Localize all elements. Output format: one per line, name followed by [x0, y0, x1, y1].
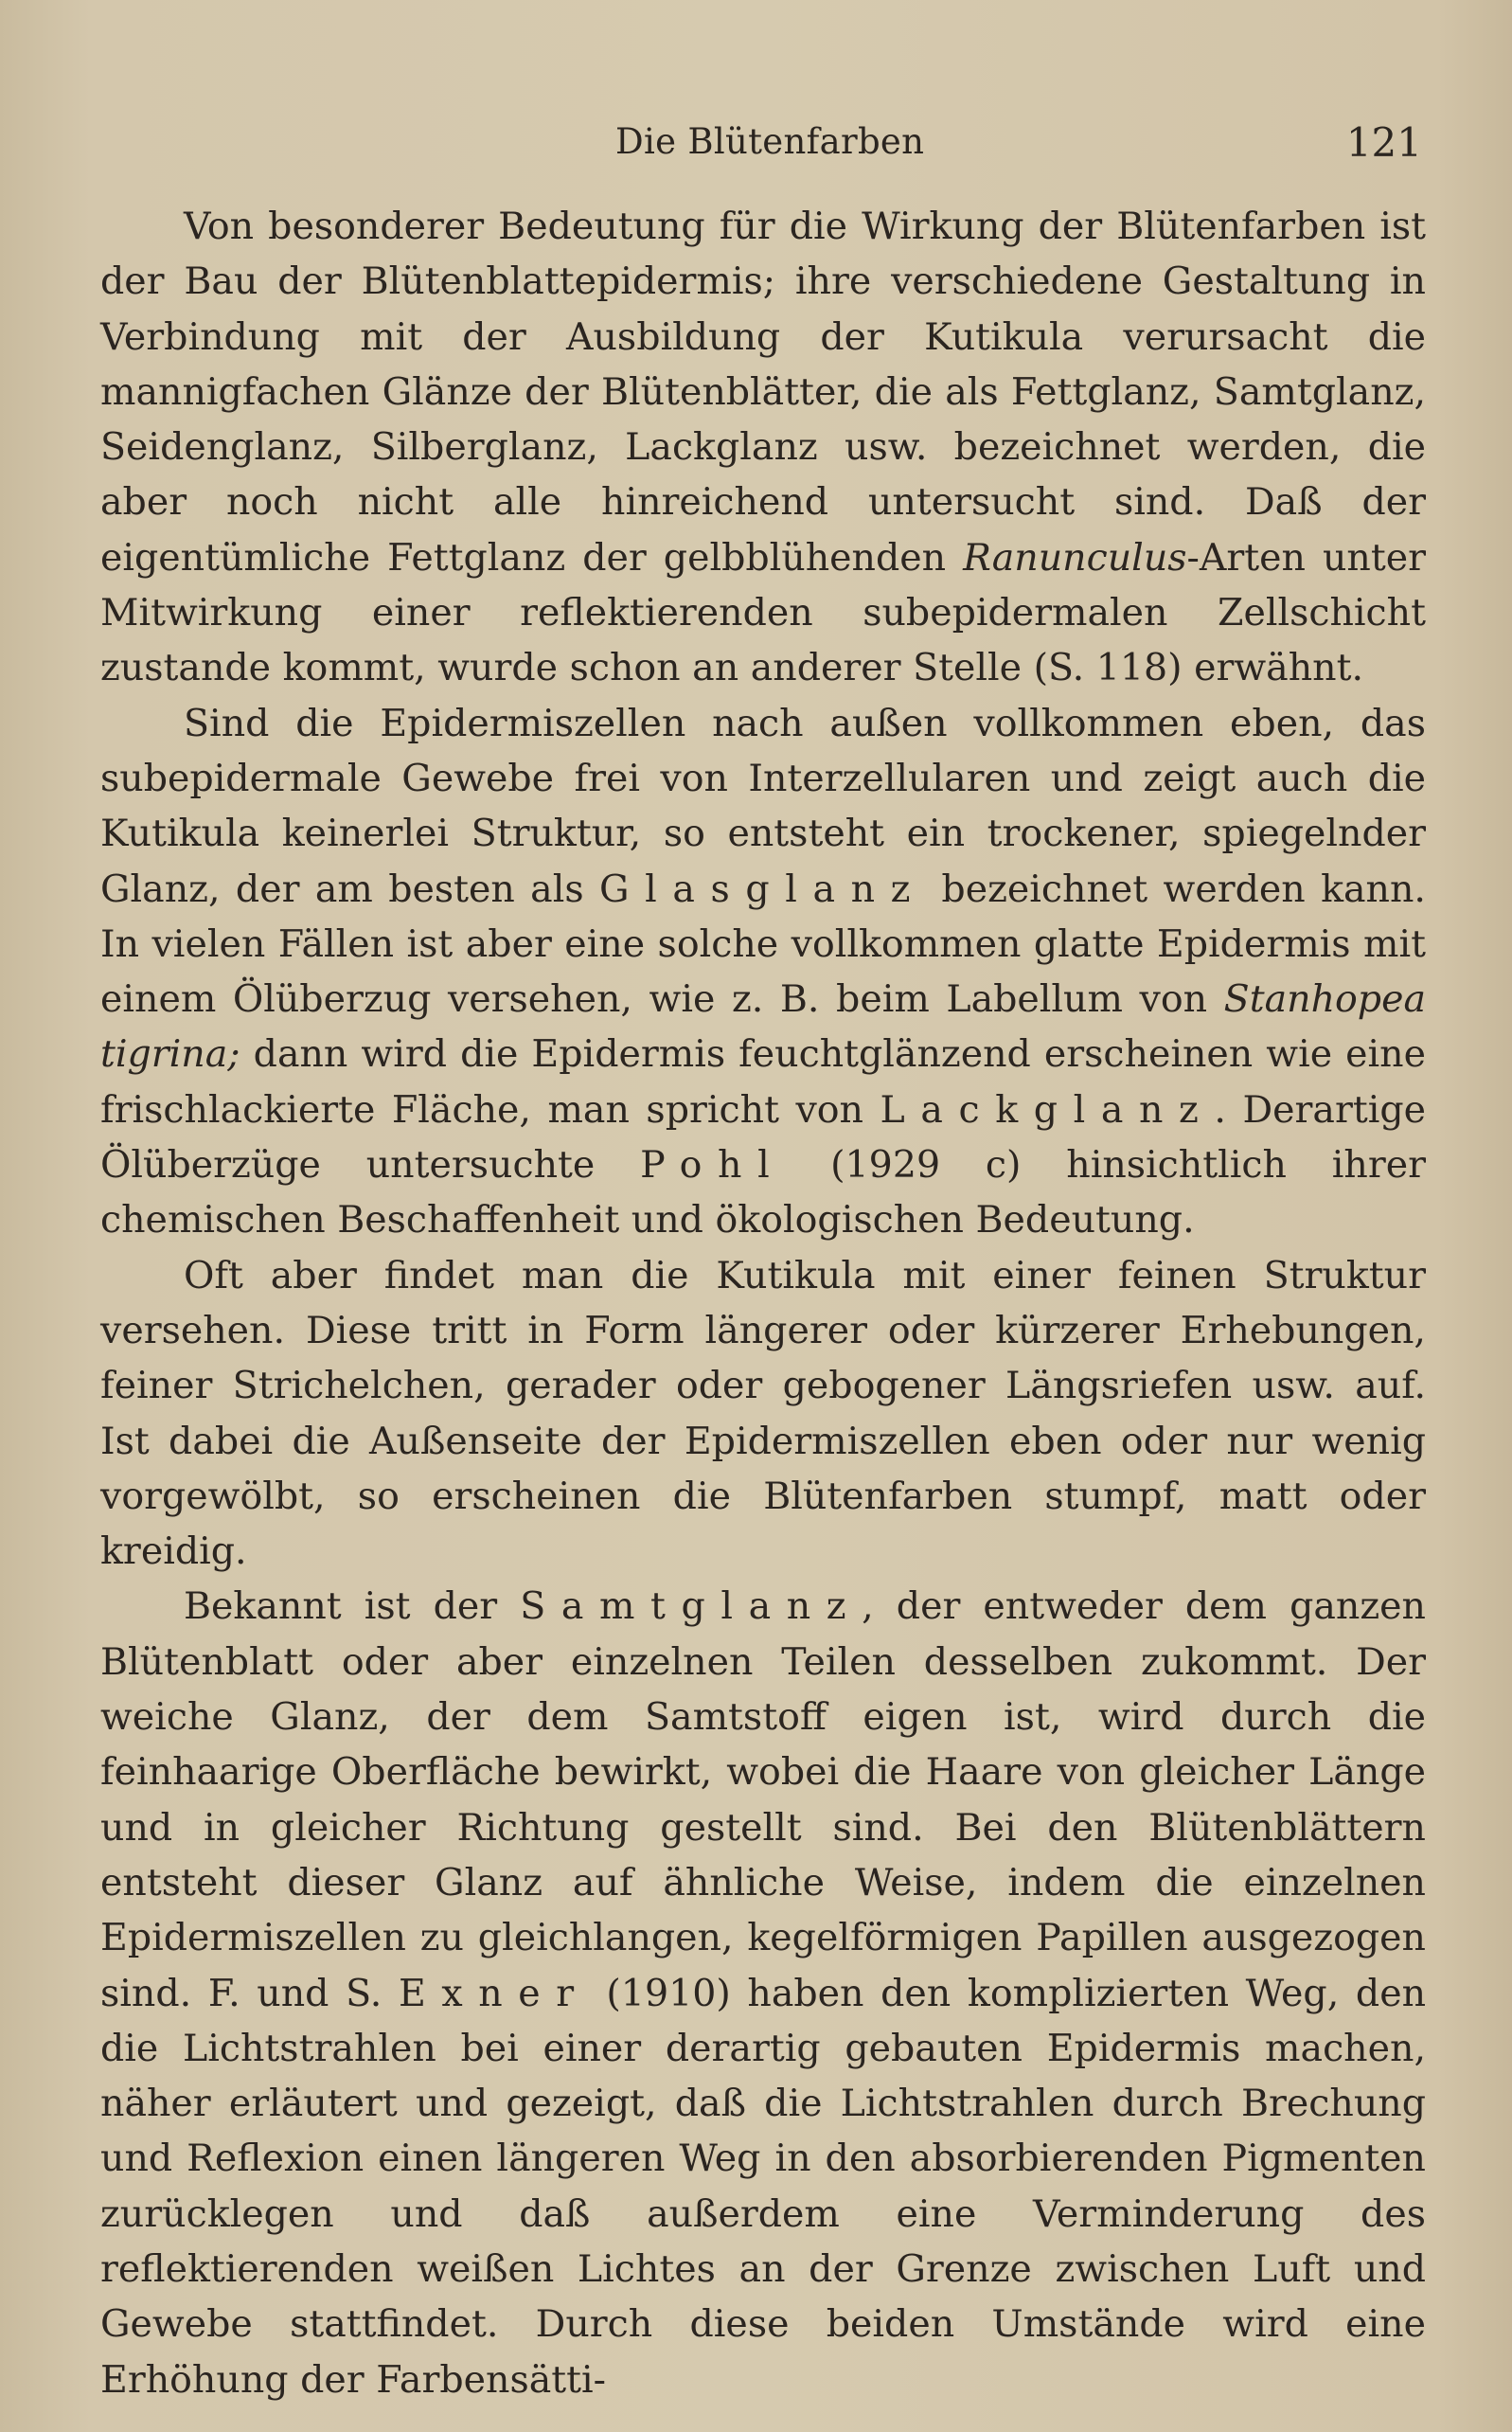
spaced-author: Exner [398, 1971, 590, 2015]
paragraph-2 [100, 696, 1426, 1248]
text-run: , der entweder dem ganzen Blütenblatt oder aber einzelnen Teilen desselben zukommt. Der weiche Glanz, der dem Samtstoff eigen ist, wird durch die feinhaarige Oberfläche bewirkt, wobei die Haare von gleicher Länge und in gleicher Richtung gestellt sind. Bei den Blütenblättern entsteht dieser Glanz auf ähnliche Weise, indem die einzelnen Epidermiszellen zu gleichlangen, kegelförmigen Papillen ausgezogen sind. F. und S. [100, 1584, 1426, 2015]
spaced-author: Pohl [640, 1143, 786, 1188]
text-run: dann wird die Epidermis feuchtglänzend erscheinen wie eine frischlackierte Fläche, man spricht von [100, 1032, 1426, 1132]
running-head [0, 116, 1512, 172]
paragraph-3 [100, 1248, 1426, 1580]
italic-term: Stanhopea tigrina; [100, 977, 1426, 1077]
paragraph-4 [100, 1579, 1426, 2406]
italic-term: Ranunculus [963, 535, 1187, 580]
spaced-term: Glasglanz [599, 867, 927, 911]
running-title: Die Blütenfarben [615, 121, 925, 162]
text-run: (1910) haben den komplizierten Weg, den die Lichtstrahlen bei einer derartig gebauten Epidermis machen, näher erläutert und gezeigt, daß die Lichtstrahlen durch Brechung und Reflexion einen längeren Weg in den absorbierenden Pigmenten zurücklegen und daß außerdem eine Verminderung des reflektierenden weißen Lichtes an der Grenze zwischen Luft und Gewebe stattfindet. Durch diese beiden Umstände wird eine Erhöhung der Farbensätti- [100, 1971, 1427, 2402]
body-text [100, 199, 1426, 2407]
spaced-term: Lackglanz [880, 1087, 1215, 1132]
text-run: Oft aber findet man die Kutikula mit einer feinen Struktur versehen. Diese tritt in Form längerer oder kürzerer Erhebungen, feiner Strichelchen, gerader oder gebogener Längsriefen usw. auf. Ist dabei die Außenseite der Epidermiszellen eben oder nur wenig vorgewölbt, so erscheinen die Blütenfarben stumpf, matt oder kreidig. [100, 1253, 1426, 1574]
text-run: Sind die Epidermiszellen nach außen vollkommen eben, das subepidermale Gewebe frei von Interzellularen und zeigt auch die Kutikula keinerlei Struktur, so entsteht ein trockener, spiegelnder Glanz, der am besten als [100, 701, 1426, 911]
spaced-term: Samtglanz [520, 1584, 863, 1629]
paragraph-1 [100, 199, 1426, 696]
text-run: . Derartige Ölüberzüge untersuchte [100, 1087, 1427, 1188]
text-run: -Arten unter Mitwirkung einer reflektierenden subepidermalen Zellschicht zustande kommt, wurde schon an anderer Stelle (S. 118) erwähnt. [100, 535, 1427, 690]
text-run: Von besonderer Bedeutung für die Wirkung der Blütenfarben ist der Bau der Blütenblattepidermis; ihre verschiedene Gestaltung in Verbindung mit der Ausbildung der Kutikula verursacht die mannigfachen Glänze der Blütenblätter, die als Fettglanz, Samtglanz, Seidenglanz, Silberglanz, Lackglanz usw. bezeichnet werden, die aber noch nicht alle hinreichend untersucht sind. Daß der eigentümliche Fettglanz der gelbblühenden [100, 205, 1426, 580]
text-run: bezeichnet werden kann. In vielen Fällen ist aber eine solche vollkommen glatte Epidermis mit einem Ölüberzug versehen, wie z. B. beim Labellum von [100, 867, 1426, 1022]
text-run: (1929 c) hinsichtlich ihrer chemischen Beschaffenheit und ökologischen Bedeutung. [100, 1143, 1426, 1243]
page-number: 121 [1345, 119, 1422, 166]
text-run: Bekannt ist der [184, 1584, 521, 1629]
